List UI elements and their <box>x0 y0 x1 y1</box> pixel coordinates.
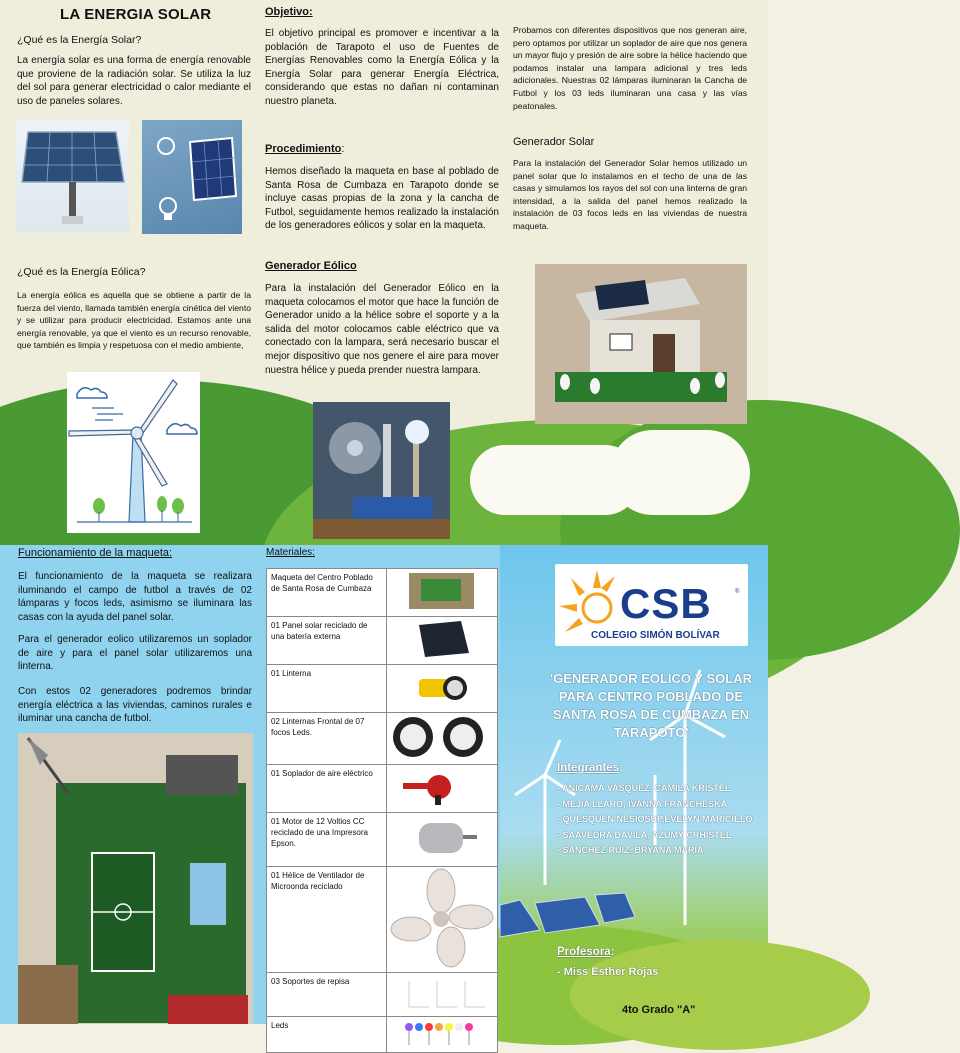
procedimiento-text: Hemos diseñado la maqueta en base al poblado de Santa Rosa de Cumbaza en Tarapoto donde se incluye casas propias de la zona y la cancha de Futbol, seguidamente hemos realizado la instalación de los generadores eólicos y solar en la maqueta. <box>265 166 499 232</box>
materiales-heading: Materiales: <box>266 547 315 558</box>
table-row <box>267 867 498 973</box>
material-image-shelf-supports <box>387 973 498 1017</box>
question-solar: ¿Qué es la Energía Solar? <box>17 34 142 46</box>
profesora-name: - Miss Esther Rojas <box>557 966 659 978</box>
integrantes-list <box>557 781 753 859</box>
model-house-photo <box>535 264 747 424</box>
materials-table <box>266 568 498 1053</box>
procedimiento-heading-label: Procedimiento <box>265 143 342 155</box>
funcionamiento-heading: Funcionamiento de la maqueta: <box>18 547 173 559</box>
material-label: 02 Linternas Frontal de 07 focos Leds. <box>267 713 387 765</box>
solar-energy-icon-image <box>142 120 242 234</box>
list-item: - ANICAMA VASQUEZ, CAMILA KRISTEL <box>557 783 731 793</box>
generador-eolico-text: Para la instalación del Generador Eólico en la maqueta colocamos el motor que hace la función de Generador unido a la hélice sobre el soporte y a la salida del motor colocamos cable eléctrico que va conectado con la lampara, será necesario buscar el mejor dispositivo que nos genere el aire para mover nuestra hélice y pueda prender nuestra lampara. <box>265 283 499 376</box>
generador-solar-heading: Generador Solar <box>513 136 595 148</box>
page-title: LA ENERGIA SOLAR <box>60 6 212 23</box>
material-label: 01 Linterna <box>267 665 387 713</box>
project-title: 'GENERADOR EOLICO Y SOLAR PARA CENTRO POBLADO DE SANTA ROSA DE CUMBAZA EN TARAPOTO' <box>550 671 752 740</box>
school-logo-text: CSB <box>620 580 712 627</box>
table-row <box>267 569 498 617</box>
integrantes-heading-label: Integrantes <box>557 762 619 774</box>
material-image-blower <box>387 765 498 813</box>
material-label: 01 Panel solar reciclado de una batería externa <box>267 617 387 665</box>
school-name: COLEGIO SIMÓN BOLÍVAR <box>591 630 720 641</box>
eolica-definition-text: La energía eólica es aquella que se obtiene a partir de la fuerza del viento, llamada también energía cinética del viento y se utilizar para producir electricidad. Estamos ante una energía renovable, ya que el viento es un recurso renovable, que también es limpia y respetuosa con el medio ambiente, <box>17 290 251 351</box>
integrantes-heading-colon: : <box>619 762 623 774</box>
question-eolica: ¿Qué es la Energía Eólica? <box>17 266 146 278</box>
objetivo-text: El objetivo principal es promover e incentivar a la población de Tarapoto el uso de Fuentes de Energías Renovables como la Energía Eólica y la Energía Solar para generar Energía Eléctrica, considerando que estas no dañan ni contaminan nuestro planeta. <box>265 28 499 107</box>
material-label: 03 Soportes de repisa <box>267 973 387 1017</box>
list-item: - MEJIA LLARO, IVANNA FRANCHESKA <box>557 798 728 809</box>
procedimiento-heading <box>265 143 344 155</box>
material-label: Leds <box>267 1017 387 1053</box>
procedimiento-heading-colon: : <box>341 143 345 155</box>
funcionamiento-paragraph-3: Con estos 02 generadores podremos brindar energía eléctrica a las viviendas, caminos rurales e iluminar una cancha de futbol. <box>18 686 252 725</box>
material-label: 01 Hélice de Ventilador de Microonda reciclado <box>267 867 387 973</box>
material-label: 01 Soplador de aire eléctrico <box>267 765 387 813</box>
solar-definition-text: La energía solar es una forma de energía renovable que proviene de la radiación solar. Se utiliza la luz del sol para generar electricidad o calor mediante el uso de paneles solares. <box>17 55 251 107</box>
material-image-flashlight <box>387 665 498 713</box>
list-item: - QUESQUEN NESIOSUP,EVELYN MARICIELO <box>557 814 753 824</box>
integrantes-heading <box>557 762 623 774</box>
table-row <box>267 617 498 665</box>
profesora-heading-colon: : <box>610 946 615 958</box>
cloud-shape <box>610 430 750 515</box>
list-item: - SAAVEDRA DAVILA, AZUMY CRHISTEL <box>557 829 732 840</box>
material-image-headlamps <box>387 713 498 765</box>
table-row <box>267 813 498 867</box>
solar-panel-photo <box>16 120 129 232</box>
list-item: - SANCHEZ RUIZ, BRYANA MARIA <box>557 845 704 855</box>
material-label: Maqueta del Centro Poblado de Santa Rosa de Cumbaza <box>267 569 387 617</box>
wind-turbine-illustration <box>67 372 200 533</box>
material-image-fan-blade <box>387 867 498 973</box>
table-row <box>267 713 498 765</box>
table-row <box>267 665 498 713</box>
registered-mark: ® <box>735 589 740 595</box>
table-row <box>267 765 498 813</box>
profesora-heading <box>557 946 615 958</box>
grade-label: 4to Grado "A" <box>622 1004 696 1016</box>
generador-solar-text: Para la instalación del Generador Solar hemos utilizado un panel solar que lo instalamos en el techo de una de las casas y simulamos los rayos del sol con una linterna de gran intensidad, a la salida del panel hemos realizado la instalación de 03 focos leds en las viviendas de nuestra maqueta. <box>513 158 747 231</box>
maqueta-photo <box>18 733 253 1024</box>
profesora-heading-label: Profesora <box>557 946 611 958</box>
material-image-panel <box>387 617 498 665</box>
funcionamiento-paragraph-2: Para el generador eolico utilizaremos un soplador de aire y para el panel solar utilizaremos una linterna. <box>18 634 252 673</box>
material-image-leds <box>387 1017 498 1053</box>
objetivo-heading: Objetivo: <box>265 6 313 18</box>
table-row <box>267 973 498 1017</box>
soplador-text: Probamos con diferentes dispositivos que nos generan aire, pero optamos por utilizar un soplador de aire que nos genera un mayor flujo y presión de aire sobre la hélice haciendo que podamos instalar una lampara adicional y tres leds adicionales. Nuestras 02 lámparas iluminaran la Cancha de Futbol y los 03 leds iluminaran una casa y las vías peatonales. <box>513 25 747 111</box>
material-image-motor <box>387 813 498 867</box>
generador-eolico-heading: Generador Eólico <box>265 260 357 272</box>
table-row <box>267 1017 498 1053</box>
funcionamiento-paragraph-1: El funcionamiento de la maqueta se realizara iluminando el campo de futbol a través de 02 lámparas y focos leds, asimismo se iluminara las casas con la ayuda del panel solar. <box>18 571 252 623</box>
material-image-maqueta <box>387 569 498 617</box>
material-label: 01 Motor de 12 Voltios CC reciclado de una Impresora Epson. <box>267 813 387 867</box>
wind-generator-photo <box>313 402 450 539</box>
